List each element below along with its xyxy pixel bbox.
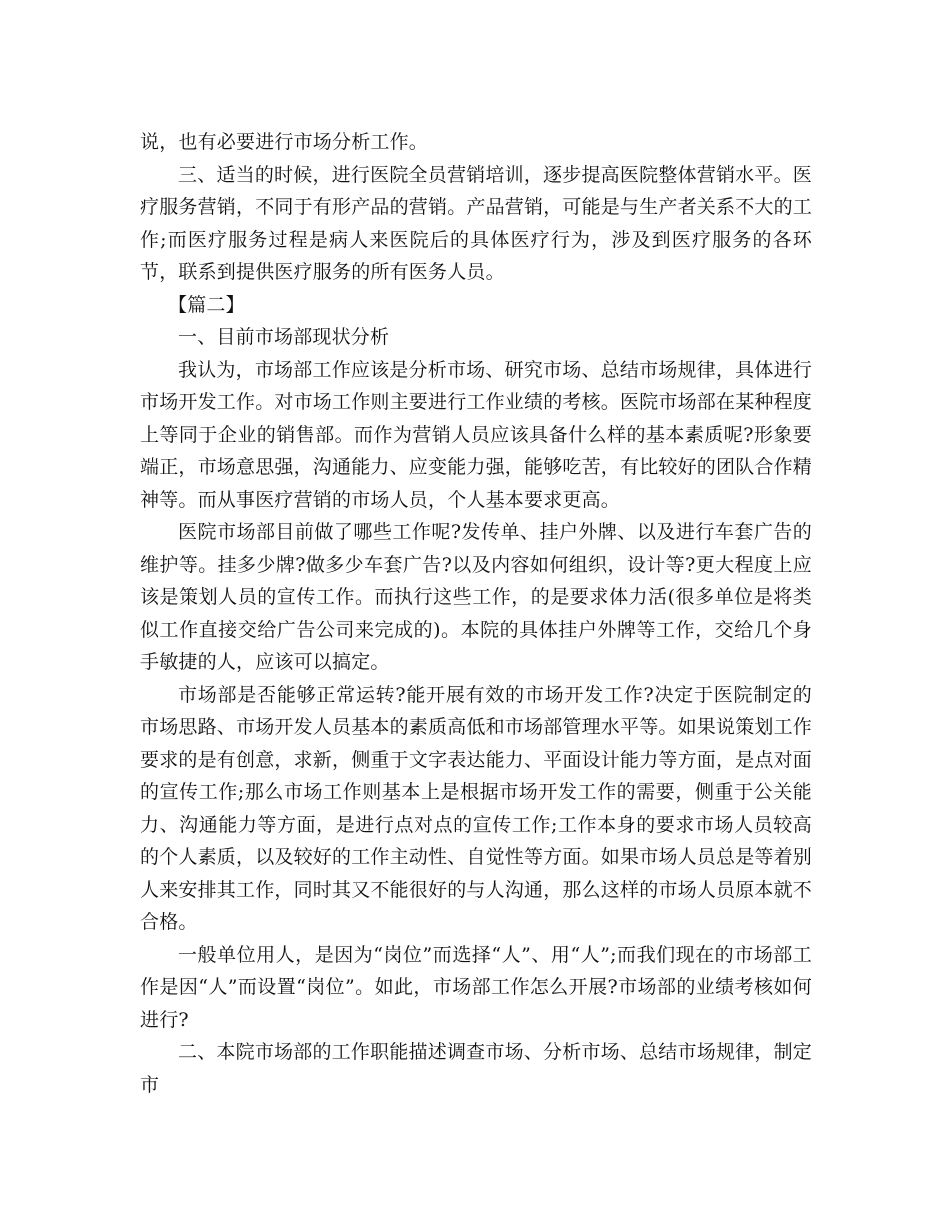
paragraph-operation: 市场部是否能够正常运转?能开展有效的市场开发工作?决定于医院制定的市场思路、市场开发人员基本的素质高低和市场部管理水平等。如果说策划工作要求的是有创意，求新，侧重于文字表达能力、平面设计能力等方面，是点对面的宣传工作;那么市场工作则基本上是根据市场开发工作的需要，侧重于公关能力、沟通能力等方面，是进行点对点的宣传工作;工作本身的要求市场人员较高的个人素质，以及较好的工作主动性、自觉性等方面。如果市场人员总是等着别人来安排其工作，同时其又不能很好的与人沟通，那么这样的市场人员原本就不合格。 <box>140 683 813 933</box>
document-body <box>140 126 812 1101</box>
section-heading-part-two: 【篇二】 <box>168 293 245 316</box>
paragraph-continuation: 说，也有必要进行市场分析工作。 <box>140 131 429 153</box>
subheading-current-status: 一、目前市场部现状分析 <box>178 326 390 348</box>
paragraph-staffing: 一般单位用人，是因为“岗位”而选择“人”、用“人”;而我们现在的市场部工作是因“人”而设置“岗位”。如此，市场部工作怎么开展?市场部的业绩考核如何进行? <box>140 943 812 1031</box>
paragraph-market-role: 我认为，市场部工作应该是分析市场、研究市场、总结市场规律，具体进行市场开发工作。对市场工作则主要进行工作业绩的考核。医院市场部在某种程度上等同于企业的销售部。而作为营销人员应该具备什么样的基本素质呢?形象要端正，市场意思强，沟通能力、应变能力强，能够吃苦，有比较好的团队合作精神等。而从事医疗营销的市场人员，个人基本要求更高。 <box>140 358 813 511</box>
paragraph-current-work: 医院市场部目前做了哪些工作呢?发传单、挂户外牌、以及进行车套广告的维护等。挂多少牌?做多少车套广告?以及内容如何组织，设计等?更大程度上应该是策划人员的宣传工作。而执行这些工作，的是要求体力活(很多单位是将类似工作直接交给广告公司来完成的)。本院的具体挂户外牌等工作，交给几个身手敏捷的人，应该可以搞定。 <box>140 521 812 673</box>
paragraph-marketing-training: 三、适当的时候，进行医院全员营销培训，逐步提高医院整体营销水平。医疗服务营销，不同于有形产品的营销。产品营销，可能是与生产者关系不大的工作;而医疗服务过程是病人来医院后的具体医疗行为，涉及到医疗服务的各环节，联系到提供医疗服务的所有医务人员。 <box>140 163 813 283</box>
subheading-functions: 二、本院市场部的工作职能描述调查市场、分析市场、总结市场规律，制定市 <box>140 1041 812 1096</box>
